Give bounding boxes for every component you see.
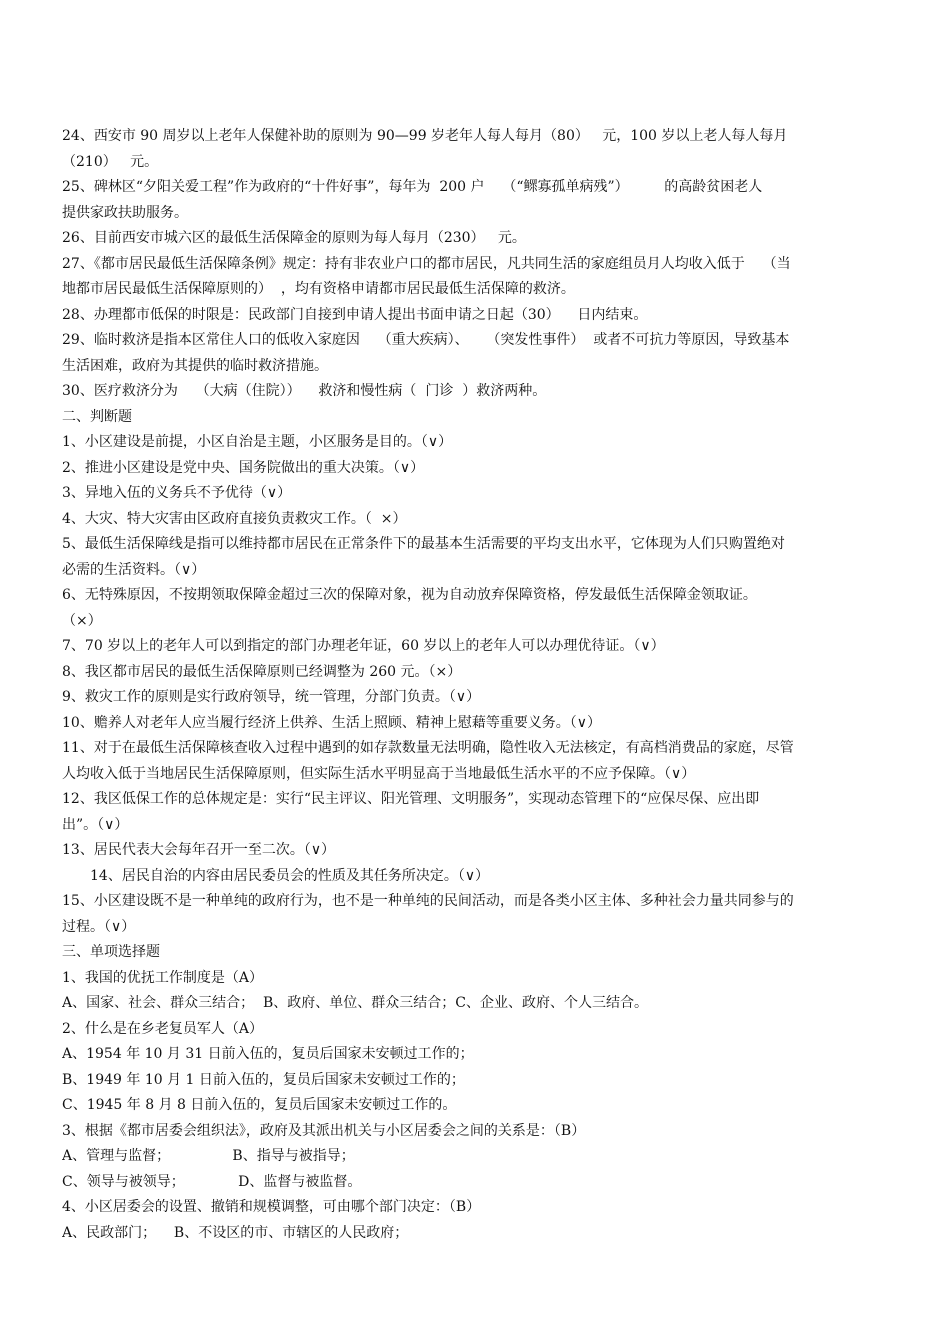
text-line: 7、70 岁以上的老年人可以到指定的部门办理老年证，60 岁以上的老年人可以办理优待证。（∨） bbox=[62, 638, 665, 654]
text-line: A、管理与监督； B、指导与被指导； bbox=[62, 1148, 355, 1164]
text-line: 27、《都市居民最低生活保障条例》规定：持有非农业户口的都市居民，凡共同生活的家庭组员月人均收入低于 （当 bbox=[62, 255, 791, 272]
text-line: A、民政部门； B、不设区的市、市辖区的人民政府； bbox=[62, 1224, 409, 1241]
text-line: 10、赡养人对老年人应当履行经济上供养、生活上照顾、精神上慰藉等重要义务。（∨） bbox=[62, 714, 602, 731]
text-line: 6、无特殊原因，不按期领取保障金超过三次的保障对象，视为自动放弃保障资格，停发最低生活保障金领取证。 bbox=[62, 587, 757, 603]
text-line: 出”。（∨） bbox=[62, 816, 129, 833]
text-line: （210） 元。 bbox=[62, 153, 159, 170]
text-line: 30、医疗救济分为 （大病（住院）） 救济和慢性病（ 门诊 ）救济两种。 bbox=[62, 383, 547, 399]
text-line: 4、小区居委会的设置、撤销和规模调整，可由哪个部门决定：（B） bbox=[62, 1199, 481, 1215]
text-line: 提供家政扶助服务。 bbox=[62, 204, 188, 221]
text-line: 生活困难，政府为其提供的临时救济措施。 bbox=[62, 357, 328, 374]
text-line: 9、救灾工作的原则是实行政府领导，统一管理，分部门负责。（∨） bbox=[62, 689, 481, 705]
text-line: 26、目前西安市城六区的最低生活保障金的原则为每人每月（230） 元。 bbox=[62, 230, 526, 246]
section-heading: 二、判断题 bbox=[62, 408, 132, 425]
text-line: 11、对于在最低生活保障核查收入过程中遇到的如存款数量无法明确，隐性收入无法核定，有高档消费品的家庭，尽管 bbox=[62, 740, 794, 756]
text-line: 12、我区低保工作的总体规定是：实行“民主评议、阳光管理、文明服务”，实现动态管理下的“应保尽保、应出即 bbox=[62, 791, 760, 807]
text-line: 人均收入低于当地居民生活保障原则，但实际生活水平明显高于当地最低生活水平的不应予保障。（∨） bbox=[62, 765, 696, 782]
text-line: 3、异地入伍的义务兵不予优待（∨） bbox=[62, 485, 292, 501]
text-line: 24、西安市 90 周岁以上老年人保健补助的原则为 90—99 岁老年人每人每月（80） 元，100 岁以上老人每人每月 bbox=[62, 128, 788, 144]
text-line: 3、根据《都市居委会组织法》，政府及其派出机关与小区居委会之间的关系是：（B） bbox=[62, 1122, 586, 1139]
text-line: C、1945 年 8 月 8 日前入伍的，复员后国家未安顿过工作的。 bbox=[62, 1097, 457, 1113]
text-line: 地都市居民最低生活保障原则的） ，均有资格申请都市居民最低生活保障的救济。 bbox=[62, 281, 575, 297]
text-line: 25、碑林区“夕阳关爱工程”作为政府的“十件好事”，每年为 200 户 （“鳏寡孤单病残”） 的高龄贫困老人 bbox=[62, 179, 763, 195]
document-body bbox=[62, 124, 892, 1246]
text-line: B、1949 年 10 月 1 日前入伍的，复员后国家未安顿过工作的； bbox=[62, 1071, 465, 1088]
text-line: （×） bbox=[62, 612, 102, 629]
text-line: 13、居民代表大会每年召开一至二次。（∨） bbox=[62, 842, 336, 858]
text-line: 1、我国的优抚工作制度是（A） bbox=[62, 969, 264, 986]
text-line: 5、最低生活保障线是指可以维持都市居民在正常条件下的最基本生活需要的平均支出水平，它体现为人们只购置绝对 bbox=[62, 536, 785, 552]
text-line: 4、大灾、特大灾害由区政府直接负责救灾工作。（ ×） bbox=[62, 510, 407, 527]
text-line: 29、临时救济是指本区常住人口的低收入家庭因 （重大疾病）、 （突发性事件） 或者不可抗力等原因，导致基本 bbox=[62, 332, 790, 348]
text-line: 2、推进小区建设是党中央、国务院做出的重大决策。（∨） bbox=[62, 459, 425, 476]
text-line: 14、居民自治的内容由居民委员会的性质及其任务所决定。（∨） bbox=[90, 867, 490, 884]
text-line: A、国家、社会、群众三结合； B、政府、单位、群众三结合；C、企业、政府、个人三结合。 bbox=[62, 995, 649, 1011]
text-line: C、领导与被领导； D、监督与被监督。 bbox=[62, 1173, 362, 1190]
text-line: A、1954 年 10 月 31 日前入伍的，复员后国家未安顿过工作的； bbox=[62, 1046, 474, 1062]
text-line: 过程。（∨） bbox=[62, 918, 136, 935]
text-line: 必需的生活资料。（∨） bbox=[62, 561, 206, 578]
text-line: 1、小区建设是前提，小区自治是主题，小区服务是目的。（∨） bbox=[62, 434, 453, 450]
section-heading: 三、单项选择题 bbox=[62, 944, 160, 960]
text-line: 8、我区都市居民的最低生活保障原则已经调整为 260 元。（×） bbox=[62, 663, 462, 680]
text-line: 15、小区建设既不是一种单纯的政府行为，也不是一种单纯的民间活动，而是各类小区主体、多种社会力量共同参与的 bbox=[62, 893, 794, 909]
text-line: 28、办理都市低保的时限是：民政部门自接到申请人提出书面申请之日起（30） 日内结束。 bbox=[62, 306, 648, 323]
text-line: 2、什么是在乡老复员军人（A） bbox=[62, 1020, 264, 1037]
